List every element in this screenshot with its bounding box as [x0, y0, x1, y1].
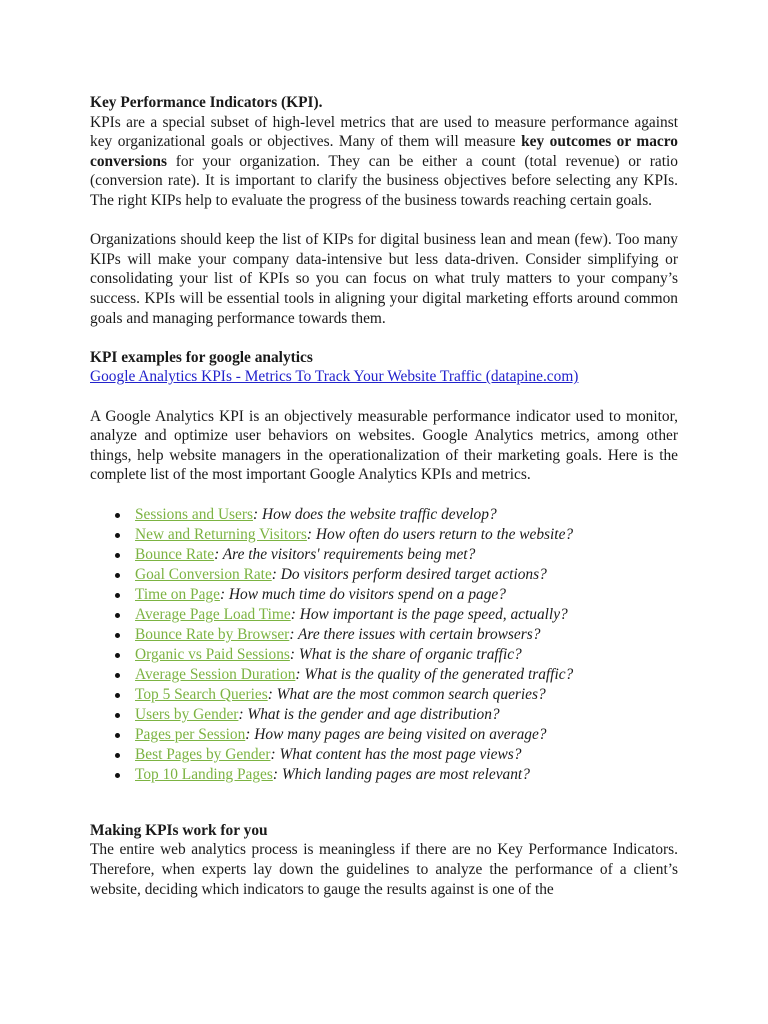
paragraph-kpi-lean: Organizations should keep the list of KIPs for digital business lean and mean (few). Too many KIPs will make your company data-intensive but less data-driven. Consider simplifying or consolidating your list of KPIs so you can focus on what truly matters to your company’s success. KPIs will be essential tools in aligning your digital marketing efforts around common goals and managing performance towards them. [90, 231, 678, 327]
kpi-question: : What is the gender and age distribution? [238, 705, 500, 723]
kpi-question: : Which landing pages are most relevant? [272, 765, 530, 783]
kpi-question: : How many pages are being visited on average? [245, 725, 547, 743]
kpi-link[interactable]: Time on Page [135, 585, 220, 603]
list-item [135, 505, 678, 525]
kpi-question: : What is the quality of the generated traffic? [295, 665, 574, 683]
kpi-link[interactable]: Average Session Duration [135, 665, 296, 683]
list-item [135, 565, 678, 585]
paragraph-text: for your organization. They can be either a count (total revenue) or ratio (conversion rate). It is important to clarify the business objectives before selecting any KPIs. The right KIPs help to evaluate the progress of the business towards reaching certain goals. [90, 152, 678, 209]
datapine-link-text[interactable]: Google Analytics KPIs - Metrics To Track Your Website Traffic (datapine.com) [90, 368, 579, 386]
list-item [135, 685, 678, 705]
kpi-link[interactable]: Users by Gender [135, 705, 239, 723]
bold-phrase: key outcomes or macro conversions [90, 133, 678, 170]
document-page [90, 93, 678, 899]
kpi-question: : How often do users return to the website? [306, 525, 574, 543]
list-item [135, 745, 678, 765]
kpi-link[interactable]: Top 5 Search Queries [135, 685, 268, 703]
list-item [135, 645, 678, 665]
list-item [135, 665, 678, 685]
kpi-link[interactable]: Sessions and Users [135, 505, 253, 523]
paragraph-making-kpis: The entire web analytics process is meaningless if there are no Key Performance Indicators. Therefore, when experts lay down the guidelines to analyze the performance of a client’s website, deciding which indicators to gauge the results against is one of the [90, 841, 678, 898]
paragraph-text: KPIs are a special subset of high-level metrics that are used to measure performance against key organizational goals or objectives. Many of them will measure [90, 113, 678, 151]
list-item [135, 525, 678, 545]
section-heading-making-kpis: Making KPIs work for you [90, 821, 268, 839]
list-item [135, 625, 678, 645]
kpi-question: : Do visitors perform desired target actions? [271, 565, 547, 583]
kpi-link[interactable]: Average Page Load Time [135, 605, 291, 623]
kpi-link[interactable]: Bounce Rate by Browser [135, 625, 290, 643]
kpi-link[interactable]: Top 10 Landing Pages [135, 765, 273, 783]
datapine-link[interactable] [90, 367, 678, 387]
kpi-question: : What is the share of organic traffic? [289, 645, 522, 663]
kpi-link[interactable]: Best Pages by Gender [135, 745, 271, 763]
list-item [135, 545, 678, 565]
kpi-question: : How important is the page speed, actually? [290, 605, 568, 623]
kpi-link[interactable]: Goal Conversion Rate [135, 565, 272, 583]
list-item [135, 605, 678, 625]
paragraph-ga-kpi: A Google Analytics KPI is an objectively measurable performance indicator used to monitor, analyze and optimize user behaviors on websites. Google Analytics metrics, among other things, help website managers in the operationalization of their marketing goals. Here is the complete list of the most important Google Analytics KPIs and metrics. [90, 407, 678, 484]
kpi-link[interactable]: Pages per Session [135, 725, 246, 743]
section-heading-kpi: Key Performance Indicators (KPI). [90, 94, 323, 111]
kpi-list [90, 505, 678, 785]
section-heading-ga-examples: KPI examples for google analytics [90, 348, 313, 366]
paragraph-kpi-definition [90, 113, 678, 211]
kpi-question: : What are the most common search queries? [267, 685, 546, 703]
kpi-link[interactable]: Organic vs Paid Sessions [135, 645, 290, 663]
kpi-link[interactable]: Bounce Rate [135, 545, 215, 563]
kpi-question: : Are the visitors' requirements being met? [214, 545, 476, 563]
list-item [135, 705, 678, 725]
kpi-question: : What content has the most page views? [270, 745, 522, 763]
list-item [135, 765, 678, 785]
kpi-question: : How does the website traffic develop? [253, 505, 497, 523]
list-item [135, 585, 678, 605]
list-item [135, 725, 678, 745]
kpi-link[interactable]: New and Returning Visitors [135, 525, 307, 543]
kpi-question: : How much time do visitors spend on a page? [219, 585, 506, 603]
kpi-question: : Are there issues with certain browsers? [289, 625, 541, 643]
